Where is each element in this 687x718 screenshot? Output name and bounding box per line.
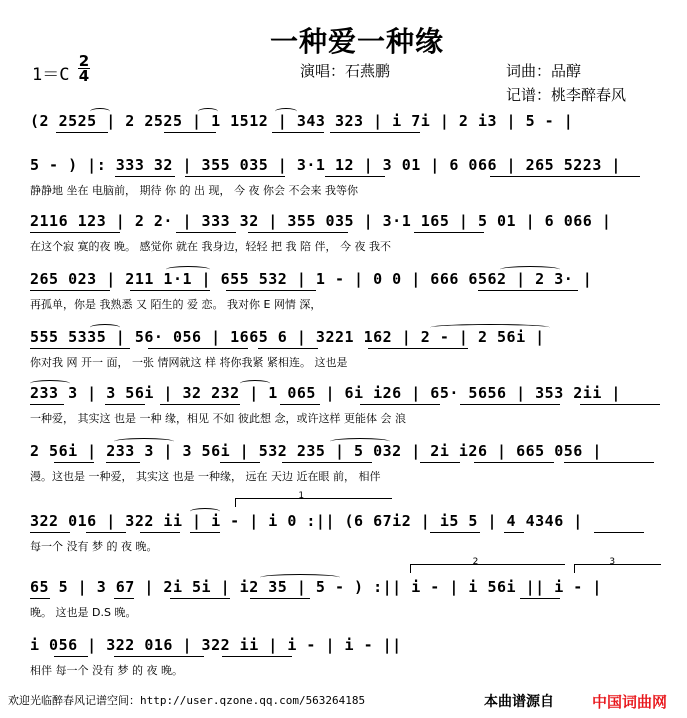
notes-line: (2 2525 | 2 2525 | 1 1512 | 343 323 | i 7i | 2 i3 | 5 - |: [30, 112, 574, 130]
lyrics-line: 每一个 没有 梦 的 夜 晚。: [30, 540, 158, 553]
footer-note: [8, 692, 365, 708]
volta-bracket-2: [410, 557, 565, 573]
notes-line: 5 - ) |: 333 32 | 355 035 | 3·1 12 | 3 01 | 6 066 | 265 5223 |: [30, 156, 621, 174]
singer-credit: 演唱：石燕鹏: [300, 62, 391, 80]
volta-number: 1: [298, 491, 305, 501]
time-signature: [78, 52, 90, 85]
volta-bracket-1: [235, 491, 392, 507]
lyrics-line: 再孤单，你是 我熟悉 又 陌生的 爱 恋。 我对你 E 网情 深，: [30, 298, 322, 311]
lyrics-line: 一种爱， 其实这 也是 一种 缘，相见 不如 彼此想 念，或许这样 更能体 会 浪: [30, 412, 406, 425]
site-watermark: 中国词曲网: [592, 693, 668, 711]
notes-line: 2 56i | 233 3 | 3 56i | 532 235 | 5 032 | 2i i26 | 665 056 |: [30, 442, 602, 460]
source-label: 本曲谱源自: [484, 694, 554, 710]
lyrics-line: 晚。 这也是 D.S 晚。: [30, 606, 137, 619]
time-signature-top: 2: [78, 52, 90, 70]
lyrics-line: 静静地 坐在 电脑前， 期待 你 的 出 现， 今 夜 你会 不会来 我等你: [30, 184, 358, 197]
key-signature: 1＝C: [32, 65, 70, 85]
lyrics-line: 相伴 每一个 没有 梦 的 夜 晚。: [30, 664, 183, 677]
notes-line: 555 5335 | 56· 056 | 1665 6 | 3221 162 | 2 - | 2 56i |: [30, 328, 545, 346]
lyrics-line: 在这个寂 寞的夜 晚。 感觉你 就在 我身边，轻轻 把 我 陪 伴， 今 夜 我不: [30, 240, 391, 253]
notes-line: 322 016 | 322 ii | i - | i 0 :|| (6 67i2 | i5 5 | 4 4346 |: [30, 512, 583, 530]
lyrics-line: 漫。这也是 一种爱， 其实这 也是 一种缘， 远在 天边 近在眼 前， 相伴: [30, 470, 381, 483]
notes-line: i 056 | 322 016 | 322 ii | i - | i - ||: [30, 636, 402, 654]
transcriber-credit: 记谱：桃李醉春风: [506, 86, 627, 104]
song-title: 一种爱一种缘: [270, 25, 445, 58]
footer-url[interactable]: http://user.qzone.qq.com/563264185: [140, 694, 366, 707]
footer-text: 欢迎光临醉春风记谱空间：: [8, 694, 140, 707]
volta-bracket-3: [574, 557, 661, 573]
volta-number: 2: [472, 557, 479, 567]
lyricist-credit: 词曲：品醇: [506, 62, 582, 80]
notes-line: 2116 123 | 2 2· | 333 32 | 355 035 | 3·1 165 | 5 01 | 6 066 |: [30, 212, 612, 230]
notes-line: 233 3 | 3 56i | 32 232 | 1 065 | 6i i26 | 65· 5656 | 353 2ii |: [30, 384, 621, 402]
lyrics-line: 你对我 网 开一 面， 一张 情网就这 样 将你我紧 紧相连。 这也是: [30, 356, 348, 369]
volta-number: 3: [609, 557, 616, 567]
time-signature-bottom: 4: [78, 67, 90, 85]
notes-line: 265 023 | 211 1·1 | 655 532 | 1 - | 0 0 | 666 6562 | 2 3· |: [30, 270, 593, 288]
notes-line: 65 5 | 3 67 | 2i 5i | i2 35 | 5 - ) :|| i - | i 56i || i - |: [30, 578, 602, 596]
